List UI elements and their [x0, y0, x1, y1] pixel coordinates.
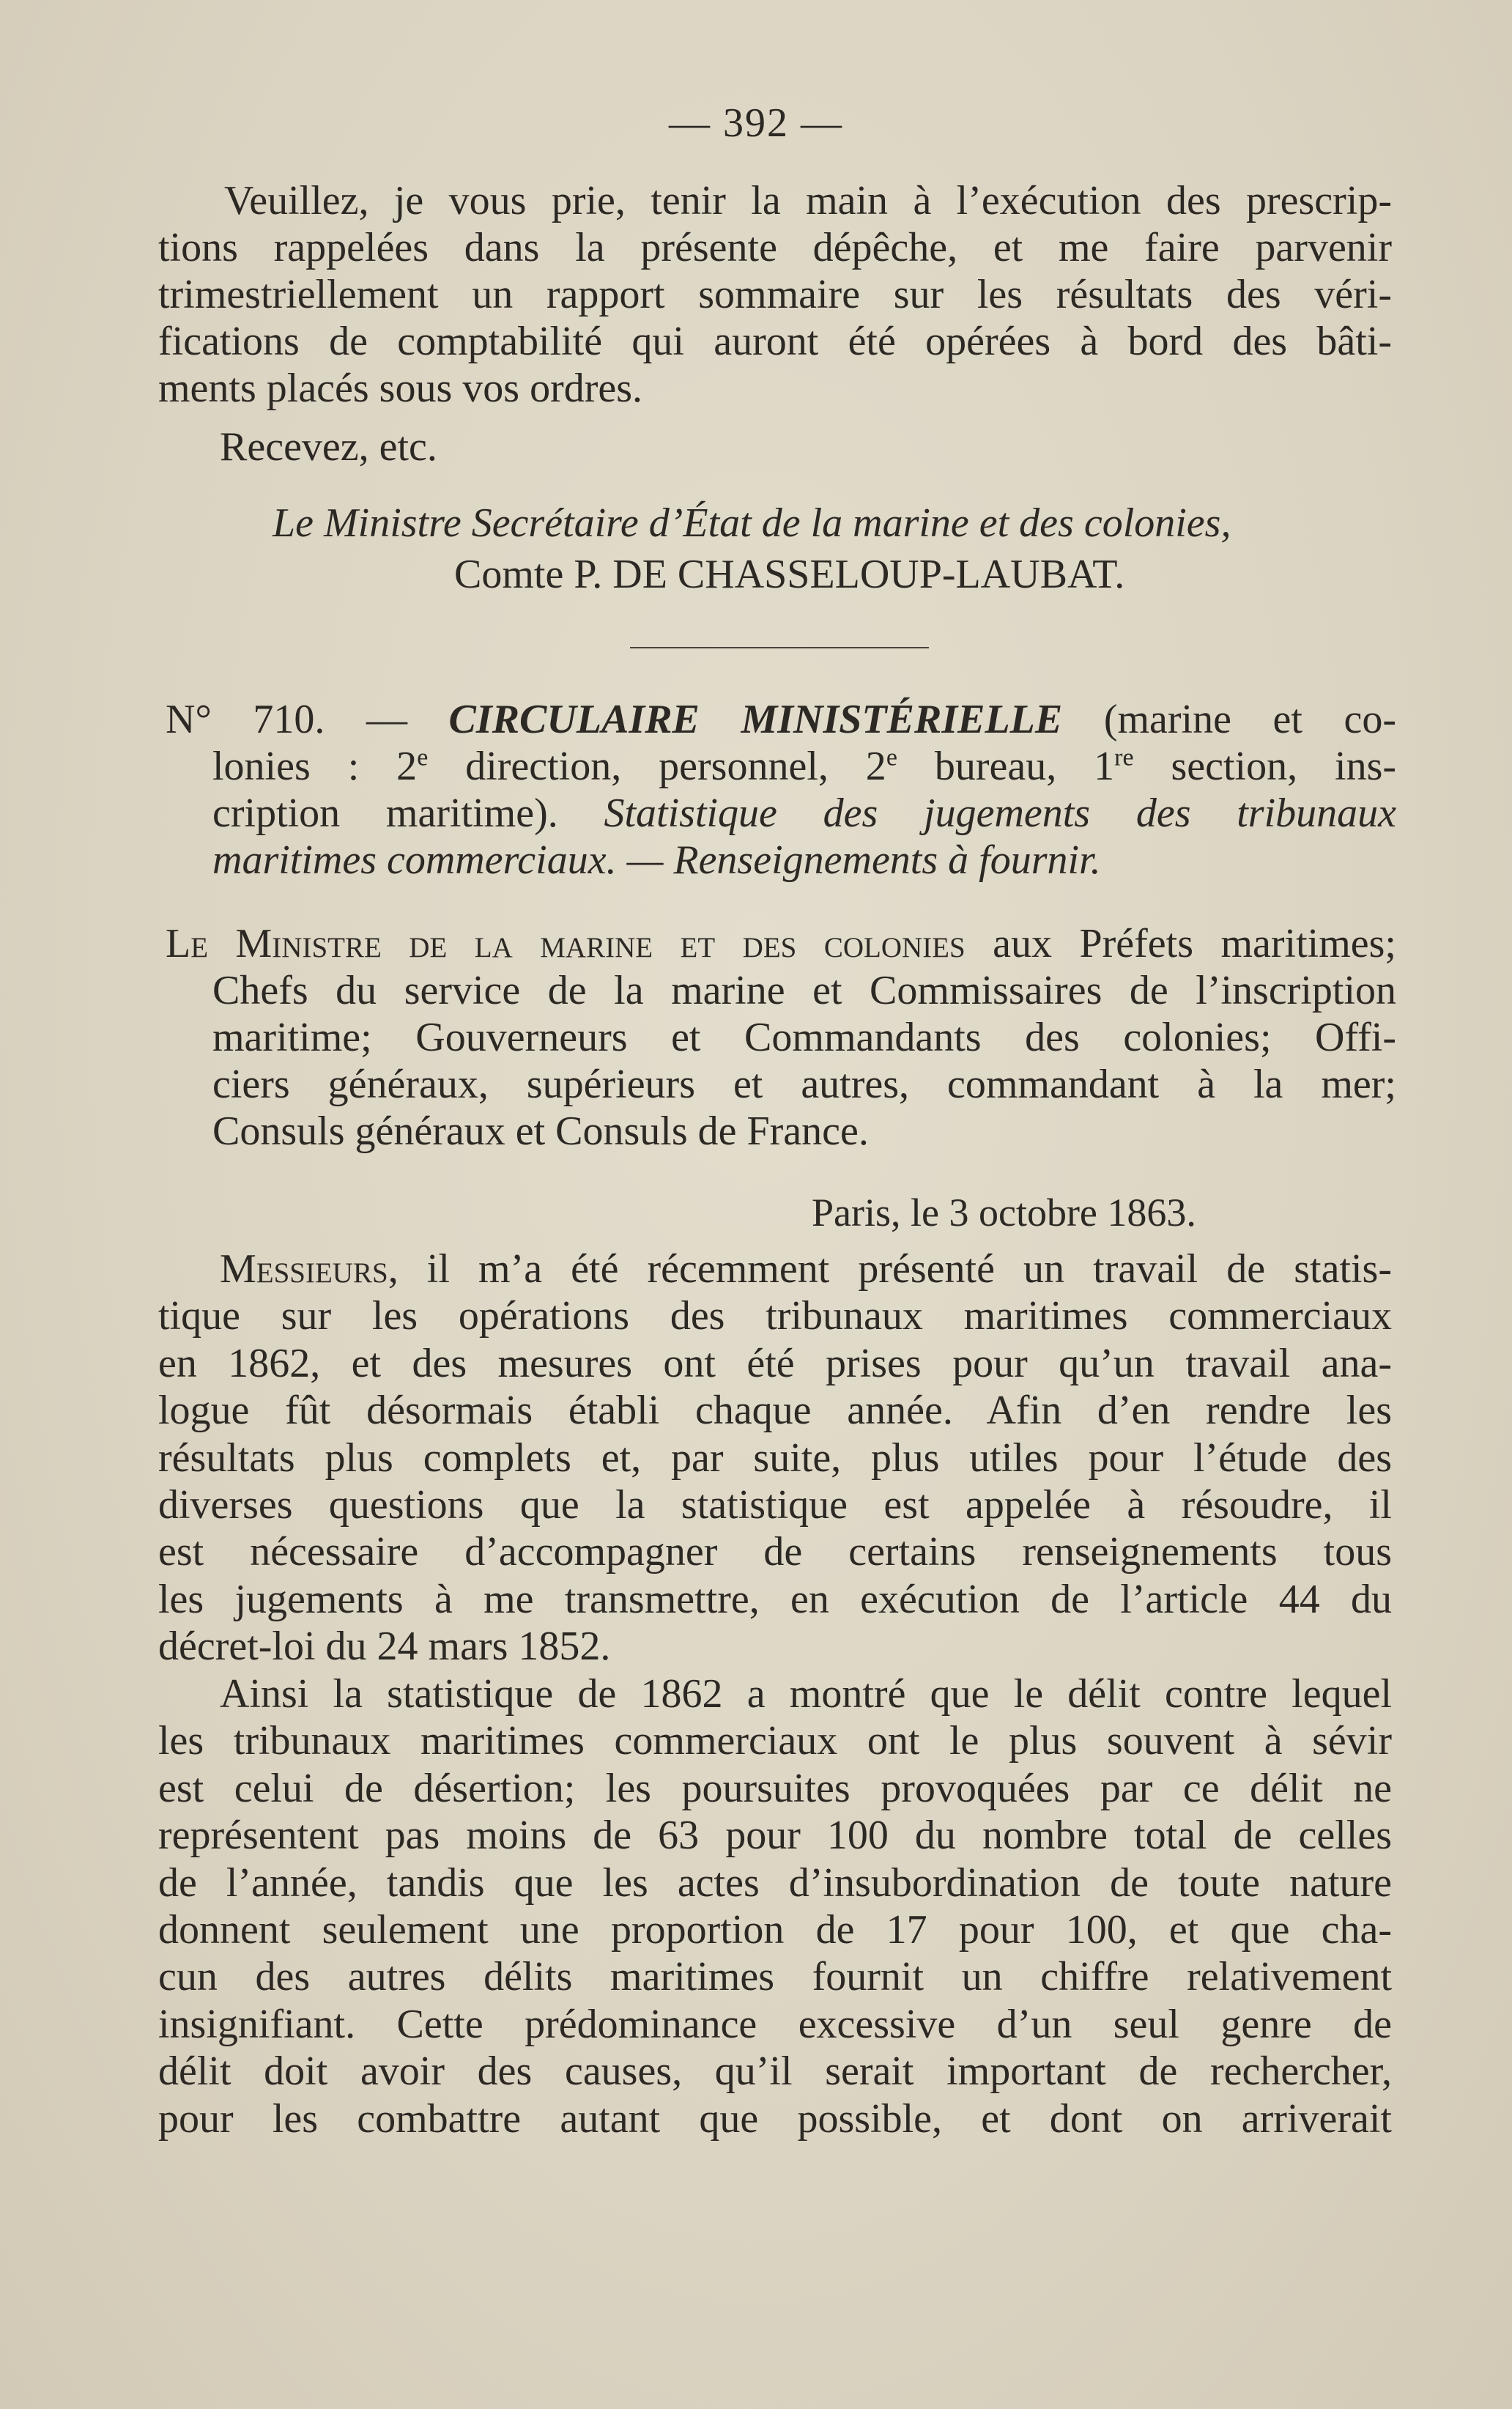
text-line: Ainsi la statistique de 1862 a montré que le délit contre lequel — [220, 1671, 1392, 1717]
signature-name: Comte P. DE CHASSELOUP-LAUBAT. — [454, 552, 1125, 597]
circular-line2-a: lonies : 2 — [212, 744, 418, 789]
text-line: trimestriellement un rapport sommaire sur les résultats des véri- — [158, 272, 1392, 317]
text-line: ments placés sous vos ordres. — [158, 366, 643, 411]
addressees-line: aux Préfets maritimes; — [965, 921, 1396, 966]
addressees-line: maritime; Gouverneurs et Commandants des colonies; Offi- — [212, 1015, 1396, 1060]
text-line: tions rappelées dans la présente dépêche, et me faire parvenir — [158, 225, 1392, 270]
separator-rule — [630, 647, 929, 648]
circular-title: CIRCULAIRE MINISTÉRIELLE — [448, 697, 1063, 742]
text-line: en 1862, et des mesures ont été prises pour qu’un travail ana- — [158, 1340, 1392, 1386]
date-line: Paris, le 3 octobre 1863. — [812, 1191, 1196, 1235]
text-line: est celui de désertion; les poursuites provoquées par ce délit ne — [158, 1765, 1392, 1811]
text-line: délit doit avoir des causes, qu’il serait important de rechercher, — [158, 2049, 1392, 2095]
addressees-lead: Le Ministre de la marine et des colonies — [166, 921, 966, 966]
circular-heading — [166, 696, 1396, 884]
text-line: de l’année, tandis que les actes d’insubordination de toute nature — [158, 1860, 1392, 1906]
text-line: diverses questions que la statistique est appelée à résoudre, il — [158, 1481, 1392, 1528]
text-line: représentent pas moins de 63 pour 100 du nombre total de celles — [158, 1813, 1392, 1859]
circular-line2-b: direction, personnel, 2 — [428, 744, 886, 789]
text-line: décret-loi du 24 mars 1852. — [158, 1624, 611, 1670]
text-line: fications de comptabilité qui auront été opérées à bord des bâti- — [158, 319, 1392, 364]
text-line: , il m’a été récemment présenté un travail de statis- — [388, 1246, 1392, 1292]
closing-formula — [220, 423, 437, 470]
circular-line1-rest: (marine et co- — [1062, 697, 1396, 742]
text-line: cun des autres délits maritimes fournit un chiffre relativement — [158, 1954, 1392, 2000]
closing-text: Recevez, etc. — [220, 424, 437, 470]
superscript: e — [417, 744, 429, 771]
addressees-line: ciers généraux, supérieurs et autres, commandant à la mer; — [212, 1062, 1396, 1107]
text-line: logue fût désormais établi chaque année. Afin d’en rendre les — [158, 1388, 1392, 1434]
addressees-line: Consuls généraux et Consuls de France. — [212, 1109, 869, 1154]
circular-number: N° 710. — [166, 697, 325, 742]
body-paragraph-2 — [158, 1670, 1392, 2142]
circular-subject: Statistique des jugements des tribunaux — [604, 791, 1396, 836]
addressees-block — [166, 920, 1396, 1155]
page-number: — 392 — — [669, 100, 843, 146]
superscript: e — [886, 744, 897, 771]
text-line: insignifiant. Cette prédominance excessive d’un seul genre de — [158, 2001, 1392, 2047]
text-line: pour les combattre autant que possible, et dont on arriverait — [158, 2095, 1392, 2142]
intro-paragraph — [158, 177, 1392, 412]
circular-dash: — — [325, 697, 449, 742]
text-line: est nécessaire d’accompagner de certains renseignements tous — [158, 1529, 1392, 1575]
text-line: résultats plus complets et, par suite, plus utiles pour l’étude des — [158, 1435, 1392, 1481]
circular-subject-cont: maritimes commerciaux. — Renseignements à fournir. — [212, 837, 1101, 883]
salutation: Messieurs — [220, 1246, 388, 1292]
text-line: les tribunaux maritimes commerciaux ont le plus souvent à sévir — [158, 1718, 1392, 1764]
text-line: tique sur les opérations des tribunaux maritimes commerciaux — [158, 1293, 1392, 1339]
superscript: re — [1114, 744, 1134, 771]
circular-line2-d: section, ins- — [1133, 744, 1397, 789]
text-line: donnent seulement une proportion de 17 pour 100, et que cha- — [158, 1906, 1392, 1953]
circular-line3-a: cription maritime). — [212, 791, 604, 836]
text-line: Veuillez, je vous prie, tenir la main à l’exécution des prescrip- — [224, 178, 1392, 223]
circular-line2-c: bureau, 1 — [897, 744, 1115, 789]
body-paragraph-1 — [158, 1246, 1392, 1670]
addressees-line: Chefs du service de la marine et Commissaires de l’inscription — [212, 968, 1396, 1013]
text-line: les jugements à me transmettre, en exécution de l’article 44 du — [158, 1576, 1392, 1622]
signature-role: Le Ministre Secrétaire d’État de la marine et des colonies, — [273, 500, 1231, 546]
